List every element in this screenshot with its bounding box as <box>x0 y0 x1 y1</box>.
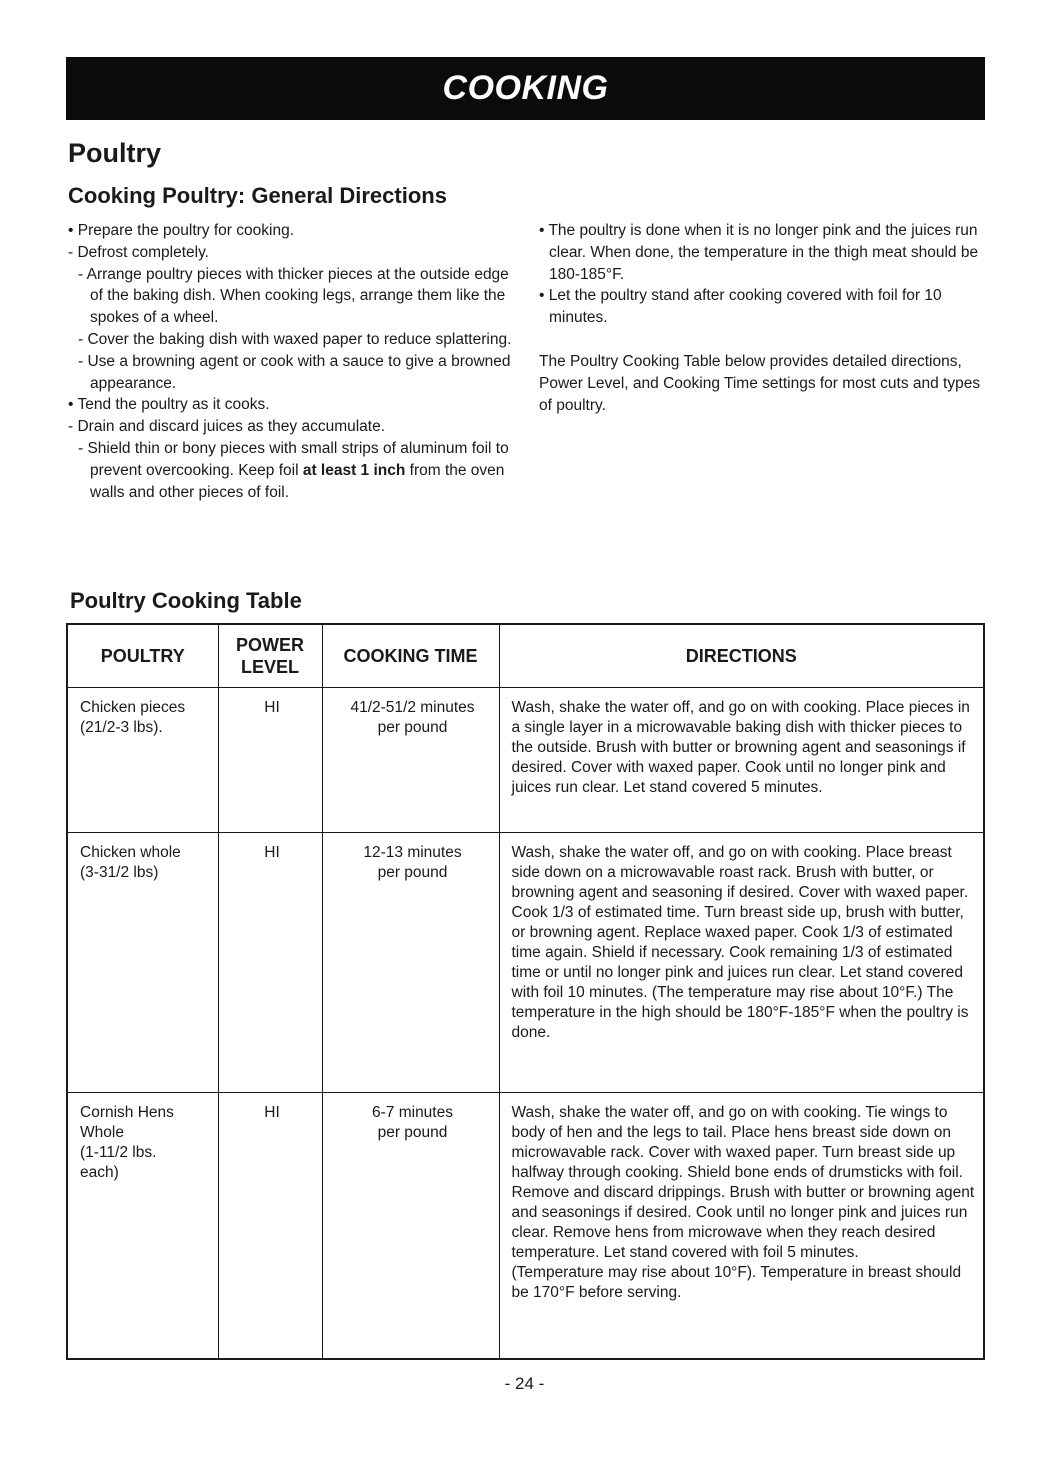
header-cooking-time: COOKING TIME <box>322 624 499 688</box>
time-unit: per pound <box>377 719 448 736</box>
cell-directions: Wash, shake the water off, and go on with cooking. Place pieces in a single layer in a microwavable baking dish with thicker pieces to the outside. Brush with butter or browning agent and seasonings if desired. Cover with waxed paper. Cook until no longer pink and juices run clear. Let stand covered 5 minutes. <box>499 688 984 833</box>
table-title: Poultry Cooking Table <box>70 588 302 613</box>
section-banner <box>66 57 985 120</box>
shield-text-pre: - Shield thin or bony pieces with small strips of aluminum foil to prevent overcooking. Keep foil <box>78 439 509 479</box>
shield-text-bold: at least 1 inch <box>302 461 406 479</box>
cell-directions <box>499 1093 984 1359</box>
table-row <box>67 688 984 833</box>
cell-power-level: HI <box>218 1093 322 1359</box>
bullet-prepare: • Prepare the poultry for cooking. <box>68 222 294 239</box>
cell-directions: Wash, shake the water off, and go on with cooking. Place breast side down on a microwavable roast rack. Brush with butter, or browning agent and seasoning if desired. Cover with waxed paper. Cook 1/3 of estimated time. Turn breast side up, brush with butter, or browning agent. Replace waxed paper. Cook 1/3 of estimated time again. Shield if necessary. Cook remaining 1/3 of estimated time or until no longer pink and juices run clear. Let stand covered with foil 10 minutes. (The temperature may rise about 10°F.) The temperature in the high should be 180°F-185°F when the poultry is done. <box>499 833 984 1093</box>
poultry-name: Cornish Hens <box>80 1104 174 1121</box>
sub-item-browning: - Use a browning agent or cook with a sauce to give a browned appearance. <box>78 352 511 392</box>
table-row <box>67 833 984 1093</box>
poultry-name: Chicken whole <box>80 844 181 861</box>
cell-power-level: HI <box>218 688 322 833</box>
time-value: 41/2-51/2 minutes <box>350 699 475 716</box>
poultry-cooking-table <box>66 623 985 1360</box>
header-power-line1: POWER <box>235 635 304 655</box>
page-title: Poultry <box>68 138 162 168</box>
page-number: - 24 - <box>504 1374 545 1393</box>
time-unit: per pound <box>377 864 448 881</box>
general-directions-left <box>68 220 518 503</box>
subsection-title: Cooking Poultry: General Directions <box>68 183 447 208</box>
table-row <box>67 1093 984 1359</box>
poultry-name: Chicken pieces <box>80 699 186 716</box>
cell-poultry <box>67 1093 218 1359</box>
sub-item-shield <box>68 438 518 503</box>
directions-temperature-note: (Temperature may rise about 10°F). Temperature in breast should be 170°F before serving. <box>511 1264 962 1301</box>
sub-item-drain: - Drain and discard juices as they accumulate. <box>68 418 386 436</box>
time-unit: per pound <box>377 1124 448 1141</box>
shield-text-post: from the oven walls and other pieces of foil. <box>90 461 505 501</box>
header-poultry: POULTRY <box>67 624 218 688</box>
poultry-weight: (3-31/2 lbs) <box>80 864 159 881</box>
header-directions: DIRECTIONS <box>499 624 984 688</box>
banner-title: COOKING <box>442 69 609 107</box>
time-value: 12-13 minutes <box>363 844 462 861</box>
cell-power-level: HI <box>218 833 322 1093</box>
sub-item-defrost: - Defrost completely. <box>68 243 209 261</box>
table-intro-paragraph: The Poultry Cooking Table below provides detailed directions, Power Level, and Cooking Time settings for most cuts and types of poultry. <box>539 352 981 414</box>
poultry-weight: (21/2-3 lbs). <box>80 719 163 736</box>
time-value: 6-7 minutes <box>372 1104 453 1121</box>
table-header-row <box>67 624 984 688</box>
bullet-tend: • Tend the poultry as it cooks. <box>68 396 270 414</box>
cell-cooking-time <box>322 1093 499 1359</box>
header-power-level <box>218 624 322 688</box>
bullet-stand: • Let the poultry stand after cooking covered with foil for 10 minutes. <box>539 287 942 327</box>
poultry-type: Whole <box>80 1124 124 1141</box>
cell-poultry <box>67 688 218 833</box>
directions-text: Wash, shake the water off, and go on with cooking. Tie wings to body of hen and the legs to tail. Place hens breast side down on microwavable rack. Cover with waxed paper. Turn breast side up halfway through cooking. Shield bone ends of drumsticks with foil. Remove and discard drippings. Brush with butter or browning agent and seasonings if desired. Cook until no longer pink and juices run clear. Remove hens from microwave when they reach desired temperature. Let stand covered with foil 5 minutes. <box>511 1104 975 1261</box>
general-directions-right <box>539 220 989 416</box>
cell-poultry <box>67 833 218 1093</box>
cell-cooking-time <box>322 688 499 833</box>
bullet-done: • The poultry is done when it is no longer pink and the juices run clear. When done, the temperature in the thigh meat should be 180-185°F. <box>539 222 979 283</box>
poultry-weight-unit: each) <box>80 1164 119 1181</box>
sub-item-cover: - Cover the baking dish with waxed paper to reduce splattering. <box>78 330 512 348</box>
sub-item-arrange: - Arrange poultry pieces with thicker pieces at the outside edge of the baking dish. When cooking legs, arrange them like the spokes of a wheel. <box>78 265 509 327</box>
cell-cooking-time <box>322 833 499 1093</box>
poultry-weight: (1-11/2 lbs. <box>80 1144 157 1161</box>
header-power-line2: LEVEL <box>240 657 299 677</box>
